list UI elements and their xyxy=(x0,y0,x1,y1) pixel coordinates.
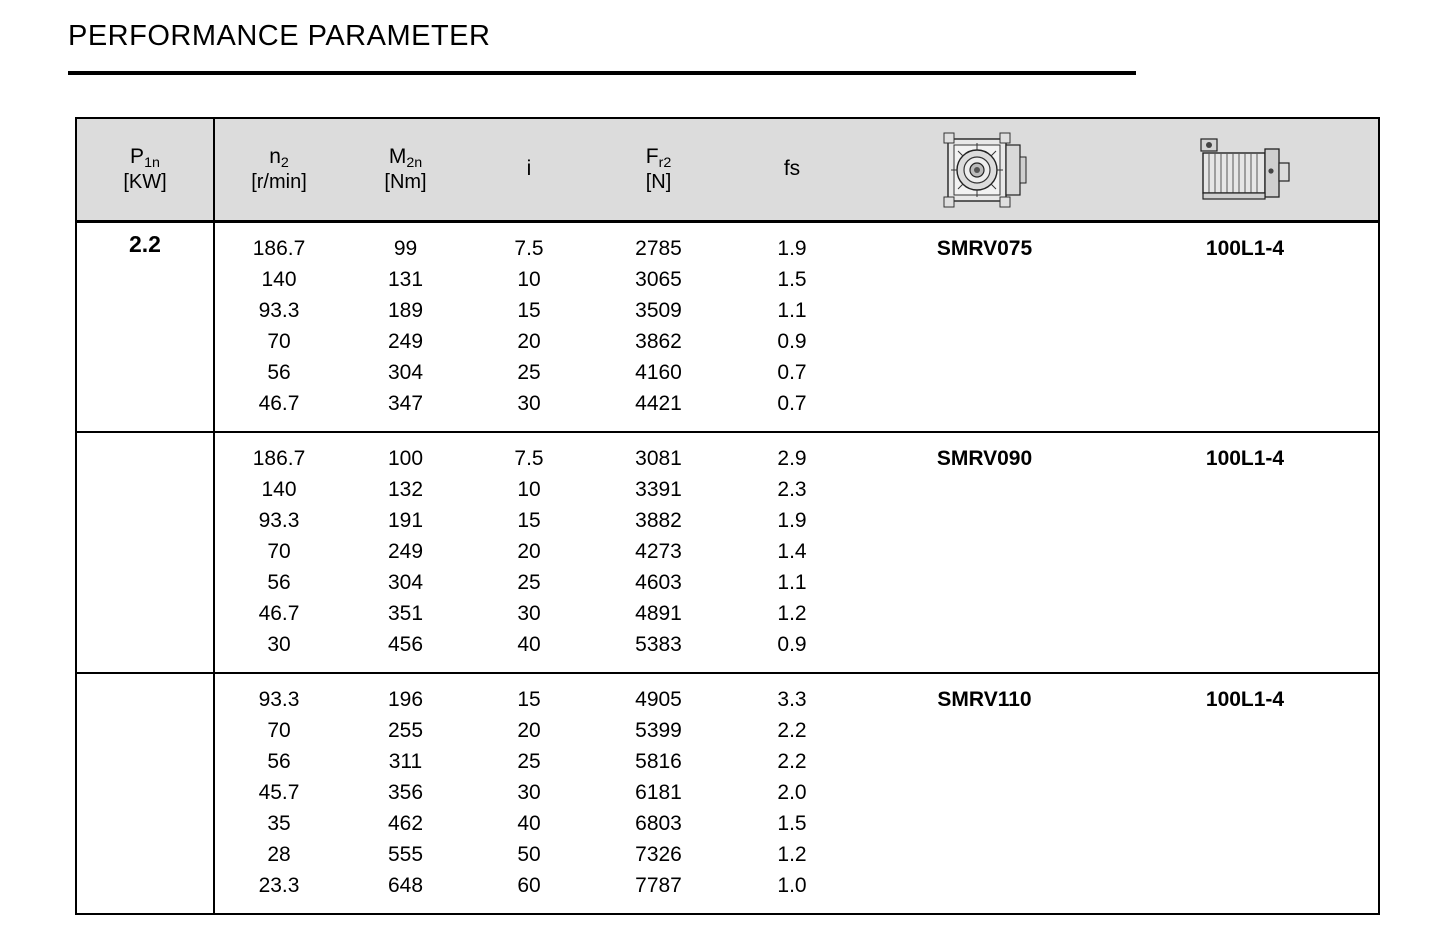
header-cell-n2 xyxy=(215,119,343,220)
table-row xyxy=(215,684,1378,715)
cell-n2: 93.3 xyxy=(258,508,300,532)
cell-fr2: 5399 xyxy=(635,718,682,742)
cell-fs: 0.7 xyxy=(777,391,807,415)
cell-p1n xyxy=(77,433,215,672)
page-title: PERFORMANCE PARAMETER xyxy=(68,20,491,52)
cell-i: 20 xyxy=(517,329,541,353)
block-spacer-top xyxy=(215,223,1378,233)
header-sub-fr2: r2 xyxy=(658,154,672,171)
cell-m2n: 648 xyxy=(387,873,424,897)
cell-fs: 1.1 xyxy=(777,298,807,322)
table-row xyxy=(215,295,1378,326)
cell-fr2: 6803 xyxy=(635,811,682,835)
cell-fr2: 3882 xyxy=(635,508,682,532)
table-row xyxy=(215,715,1378,746)
cell-model: SMRV110 xyxy=(937,687,1032,711)
table-row xyxy=(215,870,1378,901)
table-row xyxy=(215,474,1378,505)
header-unit-n2: [r/min] xyxy=(251,171,307,194)
cell-fs: 1.1 xyxy=(777,570,807,594)
cell-fr2: 3081 xyxy=(635,446,682,470)
cell-fr2: 5816 xyxy=(635,749,682,773)
header-cell-p1n xyxy=(77,119,215,220)
header-cell-fr2 xyxy=(590,119,727,220)
cell-i: 60 xyxy=(517,873,541,897)
cell-n2: 45.7 xyxy=(258,780,300,804)
cell-i: 30 xyxy=(517,780,541,804)
cell-i: 40 xyxy=(517,811,541,835)
cell-fr2: 3391 xyxy=(635,477,682,501)
cell-n2: 23.3 xyxy=(258,873,300,897)
cell-m2n: 456 xyxy=(387,632,424,656)
cell-m2n: 351 xyxy=(387,601,424,625)
cell-m2n: 311 xyxy=(388,749,423,773)
table-row xyxy=(215,777,1378,808)
block-spacer-bottom xyxy=(215,901,1378,913)
cell-motor: 100L1-4 xyxy=(1205,446,1285,470)
cell-fs: 0.9 xyxy=(777,632,807,656)
cell-m2n: 249 xyxy=(387,539,424,563)
cell-fr2: 6181 xyxy=(635,780,682,804)
cell-fs: 1.9 xyxy=(777,236,807,260)
cell-m2n: 132 xyxy=(387,477,424,501)
table-rows xyxy=(215,433,1378,672)
header-cell-m2n xyxy=(343,119,468,220)
cell-i: 15 xyxy=(517,508,541,532)
cell-fs: 1.5 xyxy=(777,267,807,291)
cell-n2: 28 xyxy=(267,842,291,866)
cell-n2: 70 xyxy=(267,718,291,742)
cell-m2n: 100 xyxy=(387,446,424,470)
table-row xyxy=(215,326,1378,357)
cell-m2n: 99 xyxy=(393,236,418,260)
table-block xyxy=(77,433,1378,674)
header-unit-fr2: [N] xyxy=(645,171,672,194)
cell-fr2: 2785 xyxy=(635,236,682,260)
cell-fs: 3.3 xyxy=(777,687,807,711)
cell-i: 30 xyxy=(517,601,541,625)
cell-fr2: 7326 xyxy=(635,842,682,866)
cell-motor: 100L1-4 xyxy=(1205,687,1285,711)
cell-fr2: 5383 xyxy=(635,632,682,656)
header-sub-m2n: 2n xyxy=(406,154,423,171)
cell-i: 7.5 xyxy=(514,446,544,470)
table-row xyxy=(215,746,1378,777)
header-symbol-fr2: $F_{r2}$ xyxy=(645,144,672,171)
table-row xyxy=(215,264,1378,295)
cell-fs: 2.2 xyxy=(777,749,807,773)
cell-fr2: 3065 xyxy=(635,267,682,291)
cell-m2n: 131 xyxy=(387,267,424,291)
cell-m2n: 249 xyxy=(387,329,424,353)
title-divider xyxy=(68,71,1136,75)
cell-i: 25 xyxy=(517,360,541,384)
header-sub-p1n: 1n xyxy=(144,154,160,171)
cell-fr2: 4891 xyxy=(635,601,682,625)
cell-fr2: 3509 xyxy=(635,298,682,322)
block-spacer-bottom xyxy=(215,660,1378,672)
cell-fs: 2.3 xyxy=(777,477,807,501)
cell-n2: 140 xyxy=(261,267,297,291)
cell-n2: 56 xyxy=(267,749,291,773)
gearbox-icon xyxy=(942,131,1028,209)
header-cell-fs xyxy=(727,119,857,220)
cell-fr2: 4273 xyxy=(635,539,682,563)
cell-fs: 2.2 xyxy=(777,718,807,742)
cell-fs: 2.0 xyxy=(777,780,807,804)
cell-fr2: 4160 xyxy=(635,360,682,384)
cell-m2n: 196 xyxy=(387,687,424,711)
cell-i: 7.5 xyxy=(514,236,544,260)
cell-n2: 186.7 xyxy=(252,236,306,260)
block-spacer-bottom xyxy=(215,419,1378,431)
cell-fr2: 3862 xyxy=(635,329,682,353)
header-symbol-m2n: $M_{2n}$ xyxy=(388,144,423,171)
table-block xyxy=(77,223,1378,433)
cell-fr2: 4421 xyxy=(635,391,682,415)
table-header-row xyxy=(77,119,1378,223)
cell-model: SMRV090 xyxy=(936,446,1033,470)
cell-fs: 0.7 xyxy=(777,360,807,384)
cell-m2n: 191 xyxy=(387,508,424,532)
cell-model: SMRV075 xyxy=(936,236,1033,260)
header-cell-i xyxy=(468,119,590,220)
cell-i: 15 xyxy=(517,687,541,711)
cell-i: 50 xyxy=(517,842,541,866)
cell-fr2: 7787 xyxy=(635,873,682,897)
cell-fs: 1.5 xyxy=(777,811,807,835)
table-block xyxy=(77,674,1378,913)
table-row xyxy=(215,839,1378,870)
header-symbol-p1n: $P_{1n}$ xyxy=(130,144,160,171)
cell-motor: 100L1-4 xyxy=(1205,236,1285,260)
block-spacer-top xyxy=(215,674,1378,684)
table-row xyxy=(215,629,1378,660)
table-row xyxy=(215,567,1378,598)
header-unit-p1n: [KW] xyxy=(123,171,167,194)
cell-m2n: 462 xyxy=(387,811,424,835)
table-row xyxy=(215,388,1378,419)
table-row xyxy=(215,808,1378,839)
cell-n2: 186.7 xyxy=(252,446,306,470)
table-row xyxy=(215,357,1378,388)
performance-parameter-table xyxy=(75,117,1380,915)
cell-fs: 0.9 xyxy=(777,329,807,353)
cell-m2n: 255 xyxy=(387,718,424,742)
cell-n2: 46.7 xyxy=(258,391,300,415)
motor-icon xyxy=(1197,137,1293,203)
block-spacer-top xyxy=(215,433,1378,443)
header-cell-motor xyxy=(1112,119,1378,220)
cell-m2n: 555 xyxy=(387,842,424,866)
cell-i: 10 xyxy=(517,267,541,291)
table-rows xyxy=(215,223,1378,431)
cell-i: 30 xyxy=(517,391,541,415)
cell-i: 10 xyxy=(517,477,541,501)
cell-fs: 1.9 xyxy=(777,508,807,532)
cell-fr2: 4905 xyxy=(635,687,682,711)
cell-i: 15 xyxy=(517,298,541,322)
table-row xyxy=(215,443,1378,474)
cell-m2n: 304 xyxy=(387,570,424,594)
cell-n2: 93.3 xyxy=(258,298,300,322)
cell-n2: 70 xyxy=(267,329,291,353)
table-row xyxy=(215,233,1378,264)
header-symbol-i: i xyxy=(526,157,532,181)
cell-fs: 1.4 xyxy=(777,539,807,563)
cell-i: 25 xyxy=(517,570,541,594)
cell-n2: 56 xyxy=(267,360,291,384)
cell-fs: 1.2 xyxy=(777,601,807,625)
header-unit-m2n: [Nm] xyxy=(384,171,427,194)
table-row xyxy=(215,536,1378,567)
cell-i: 20 xyxy=(517,539,541,563)
cell-m2n: 347 xyxy=(387,391,424,415)
cell-p1n: 2.2 xyxy=(77,223,215,431)
cell-m2n: 304 xyxy=(387,360,424,384)
header-sub-n2: 2 xyxy=(280,154,289,171)
cell-n2: 30 xyxy=(267,632,291,656)
table-rows xyxy=(215,674,1378,913)
cell-n2: 93.3 xyxy=(258,687,300,711)
table-row xyxy=(215,505,1378,536)
header-cell-gearbox xyxy=(857,119,1112,220)
table-row xyxy=(215,598,1378,629)
cell-i: 20 xyxy=(517,718,541,742)
cell-fs: 2.9 xyxy=(777,446,807,470)
cell-fs: 1.2 xyxy=(777,842,807,866)
cell-n2: 35 xyxy=(267,811,291,835)
cell-i: 25 xyxy=(517,749,541,773)
cell-fr2: 4603 xyxy=(635,570,682,594)
cell-n2: 56 xyxy=(267,570,291,594)
cell-m2n: 189 xyxy=(387,298,424,322)
cell-p1n xyxy=(77,674,215,913)
cell-n2: 140 xyxy=(261,477,297,501)
table-body xyxy=(77,223,1378,913)
header-symbol-fs: fs xyxy=(783,157,801,181)
cell-n2: 46.7 xyxy=(258,601,300,625)
cell-i: 40 xyxy=(517,632,541,656)
cell-fs: 1.0 xyxy=(777,873,807,897)
cell-n2: 70 xyxy=(267,539,291,563)
header-symbol-n2: $n_2$ xyxy=(269,144,289,171)
cell-m2n: 356 xyxy=(387,780,424,804)
